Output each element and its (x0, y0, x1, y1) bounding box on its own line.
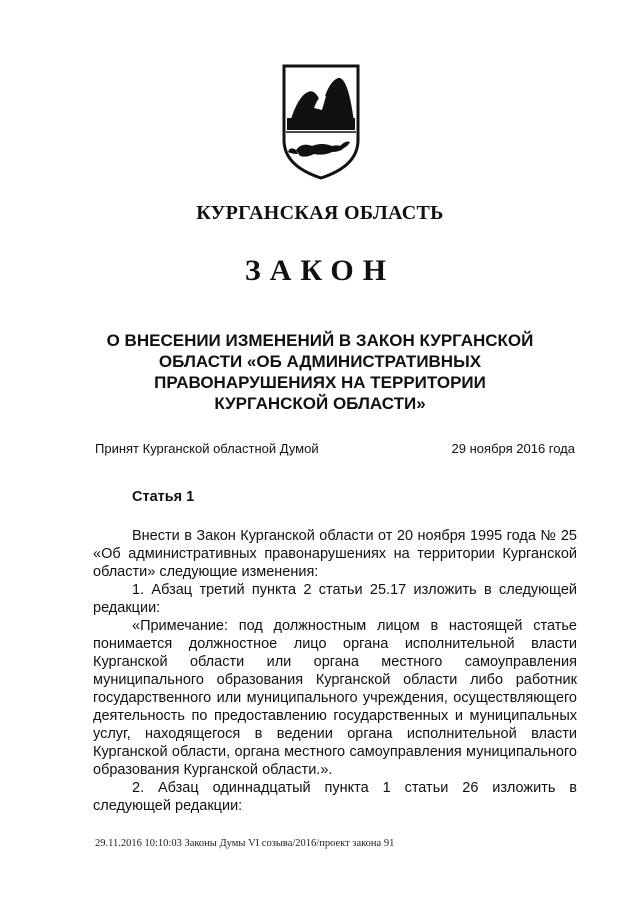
paragraph: Внести в Закон Курганской области от 20 ноября 1995 года № 25 «Об административных правонарушениях на территории Курганской области» следующие изменения: (93, 528, 577, 580)
adopted-by: Принят Курганской областной Думой (95, 441, 319, 456)
footer-stamp: 29.11.2016 10:10:03 Законы Думы VI созыва/2016/проект закона 91 (95, 838, 395, 849)
paragraph: 1. Абзац третий пункта 2 статьи 25.17 изложить в следующей редакции: (93, 582, 577, 616)
article-title: Статья 1 (132, 489, 195, 505)
document-type-title: ЗАКОН (244, 254, 396, 287)
paragraph: 2. Абзац одиннадцатый пункта 1 статьи 26 изложить в следующей редакции: (93, 780, 577, 814)
region-title: КУРГАНСКАЯ ОБЛАСТЬ (196, 202, 444, 224)
article-body (93, 527, 577, 815)
coat-of-arms-icon (278, 62, 364, 182)
paragraph: «Примечание: под должностным лицом в настоящей статье понимается должностное лицо органа исполнительной власти Курганской области или органа местного самоуправления муниципального образования Курганской области либо работник государственного или муниципального учреждения, осуществляющего деятельность по предоставлению государственных и муниципальных услуг, находящегося в ведении органа исполнительной власти Курганской области, органа местного самоуправления муниципального образования Курганской области.». (93, 618, 577, 778)
adoption-date: 29 ноября 2016 года (451, 441, 575, 456)
adoption-line (95, 441, 575, 459)
law-subject-heading: О ВНЕСЕНИИ ИЗМЕНЕНИЙ В ЗАКОН КУРГАНСКОЙ ОБЛАСТИ «ОБ АДМИНИСТРАТИВНЫХ ПРАВОНАРУШЕНИЯХ НА ТЕРРИТОРИИ КУРГАНСКОЙ ОБЛАСТИ» (106, 331, 534, 413)
